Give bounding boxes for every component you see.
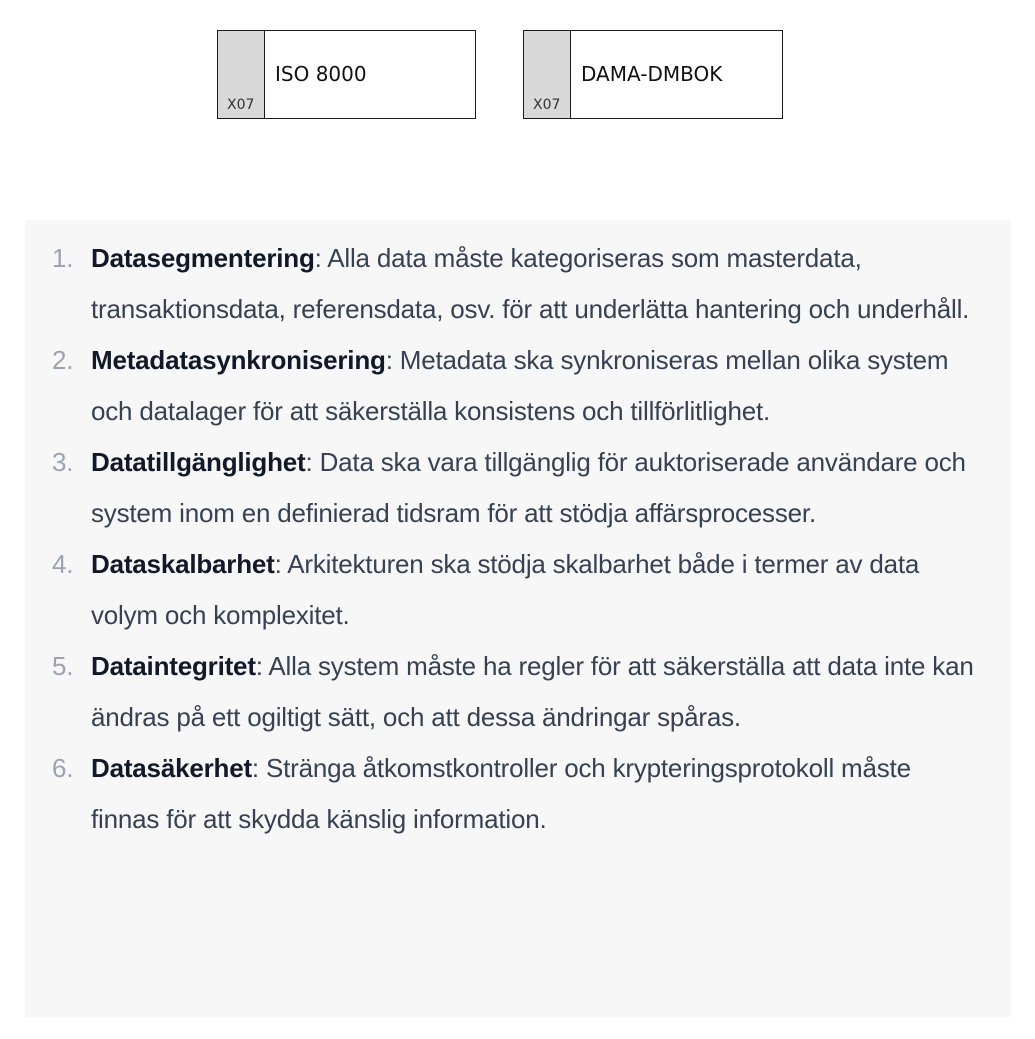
rule-text: Data ska vara tillgänglig för auktoriserade användare och system inom en definierad tidsram för att stödja affärsprocesser. [91, 447, 966, 528]
rule-separator: : [385, 345, 393, 375]
rule-separator: : [251, 753, 259, 783]
standard-code: X07 [533, 97, 561, 113]
rules-list [25, 233, 1011, 845]
standard-box-dama-dmbok [523, 30, 783, 119]
list-number: 1. [52, 243, 74, 273]
rule-term: Dataintegritet [91, 651, 256, 681]
rule-text: Alla system måste ha regler för att säkerställa att data inte kan ändras på ett ogiltigt sätt, och att dessa ändringar spåras. [91, 651, 974, 732]
list-number: 3. [52, 447, 74, 477]
list-number: 5. [52, 651, 74, 681]
list-item [25, 233, 1011, 335]
list-item [25, 743, 1011, 845]
standard-name: DAMA-DMBOK [581, 61, 723, 86]
rule-text: Metadata ska synkroniseras mellan olika system och datalager för att säkerställa konsistens och tillförlitlighet. [91, 345, 949, 426]
rule-term: Datasegmentering [91, 243, 315, 273]
rule-term: Datatillgänglighet [91, 447, 306, 477]
rules-panel [25, 220, 1011, 1017]
list-number: 6. [52, 753, 74, 783]
rule-text: Stränga åtkomstkontroller och krypteringsprotokoll måste finnas för att skydda känslig information. [91, 753, 911, 834]
standard-code-cell [524, 31, 571, 118]
list-item [25, 335, 1011, 437]
rule-separator: : [274, 549, 282, 579]
rule-term: Dataskalbarhet [91, 549, 275, 579]
rule-separator: : [305, 447, 313, 477]
rule-text: Arkitekturen ska stödja skalbarhet både i termer av data volym och komplexitet. [91, 549, 920, 630]
standard-code-cell [218, 31, 265, 118]
list-item [25, 641, 1011, 743]
list-item [25, 539, 1011, 641]
rule-term: Datasäkerhet [91, 753, 252, 783]
list-number: 4. [52, 549, 74, 579]
list-item [25, 437, 1011, 539]
rule-separator: : [255, 651, 263, 681]
standard-code: X07 [227, 97, 255, 113]
rule-term: Metadatasynkronisering [91, 345, 386, 375]
rule-separator: : [314, 243, 322, 273]
standard-box-iso-8000 [217, 30, 476, 119]
list-number: 2. [52, 345, 74, 375]
rule-text: Alla data måste kategoriseras som masterdata, transaktionsdata, referensdata, osv. för att underlätta hantering och underhåll. [91, 243, 970, 324]
standard-name: ISO 8000 [275, 61, 367, 86]
